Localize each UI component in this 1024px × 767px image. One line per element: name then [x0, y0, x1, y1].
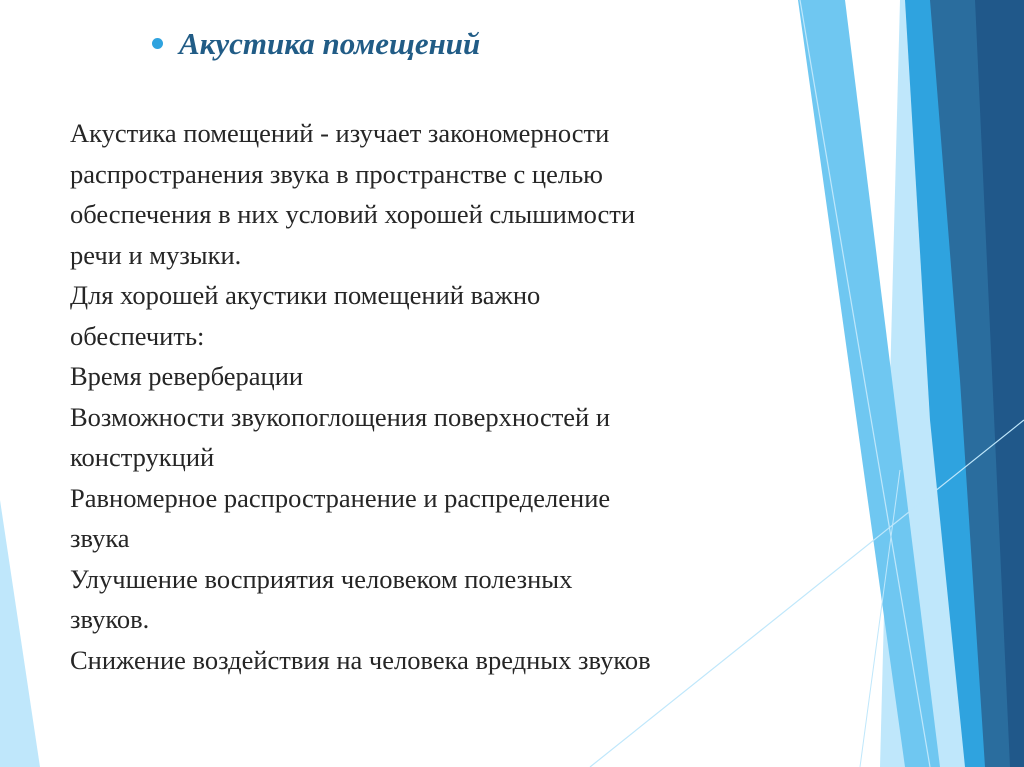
body-line: Снижение воздействия на человека вредных звуков [70, 644, 651, 675]
body-line: распространения звука в пространстве с целью [70, 158, 603, 189]
body-line: звука [70, 523, 130, 553]
slide-title: Акустика помещений [179, 25, 481, 61]
body-line: Время реверберации [70, 361, 304, 391]
bullet-dot-icon [152, 38, 163, 49]
body-line: Для хорошей акустики помещений важно [70, 280, 541, 310]
left-accent-shape [0, 500, 40, 767]
body-line: Улучшение восприятия человеком полезных [70, 563, 573, 594]
body-line: Равномерное распространение и распределение [70, 482, 611, 513]
slide-body [70, 113, 830, 680]
body-line: Акустика помещений - изучает закономерности [70, 118, 610, 148]
body-line: Возможности звукопоглощения поверхностей и [70, 401, 611, 432]
body-line: речи и музыки. [70, 239, 242, 270]
body-line: конструкций [70, 442, 215, 472]
body-line: обеспечить: [70, 320, 205, 351]
body-line: звуков. [70, 604, 150, 634]
body-line: обеспечения в них условий хорошей слышимости [70, 199, 636, 229]
title-row [152, 18, 480, 68]
